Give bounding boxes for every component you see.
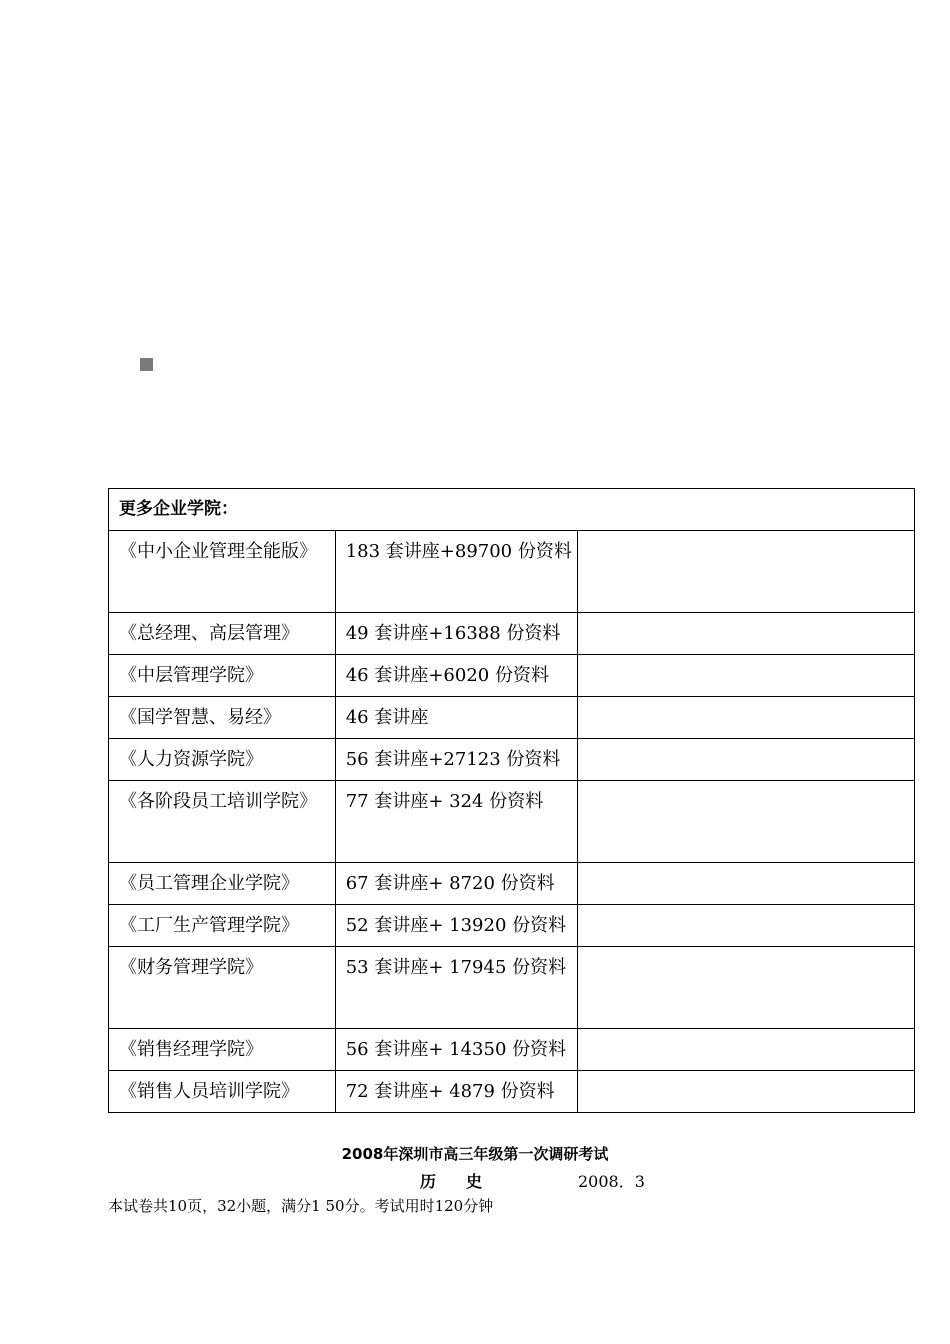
- table-header-row: [109, 489, 915, 531]
- course-table: [108, 488, 915, 1113]
- exam-title: 2008年深圳市高三年级第一次调研考试: [341, 1145, 609, 1163]
- course-name: 《财务管理学院》: [109, 947, 336, 1029]
- course-name: 《中层管理学院》: [109, 655, 336, 697]
- course-desc: 56 套讲座+ 14350 份资料: [335, 1029, 578, 1071]
- table-row: [109, 905, 915, 947]
- course-name: 《人力资源学院》: [109, 739, 336, 781]
- course-name: 《国学智慧、易经》: [109, 697, 336, 739]
- course-name: 《总经理、高层管理》: [109, 613, 336, 655]
- table-row: [109, 739, 915, 781]
- course-desc: 53 套讲座+ 17945 份资料: [335, 947, 578, 1029]
- course-extra: [578, 905, 915, 947]
- course-name: 《中小企业管理全能版》: [109, 531, 336, 613]
- exam-note: 本试卷共10页，32小题，满分1 50分。考试用时120分钟: [108, 1197, 494, 1215]
- table-row: [109, 613, 915, 655]
- course-extra: [578, 739, 915, 781]
- course-extra: [578, 531, 915, 613]
- table-row: [109, 1071, 915, 1113]
- table-row: [109, 947, 915, 1029]
- course-desc: 46 套讲座: [335, 697, 578, 739]
- table-row: [109, 1029, 915, 1071]
- table-row: [109, 863, 915, 905]
- table-row: [109, 531, 915, 613]
- course-extra: [578, 613, 915, 655]
- table-header: 更多企业学院：: [109, 489, 915, 531]
- course-name: 《员工管理企业学院》: [109, 863, 336, 905]
- course-extra: [578, 781, 915, 863]
- table-row: [109, 697, 915, 739]
- course-desc: 46 套讲座+6020 份资料: [335, 655, 578, 697]
- exam-subject: 历史: [420, 1172, 513, 1191]
- course-desc: 49 套讲座+16388 份资料: [335, 613, 578, 655]
- course-desc: 52 套讲座+ 13920 份资料: [335, 905, 578, 947]
- course-extra: [578, 655, 915, 697]
- course-desc: 67 套讲座+ 8720 份资料: [335, 863, 578, 905]
- course-extra: [578, 1071, 915, 1113]
- course-desc: 72 套讲座+ 4879 份资料: [335, 1071, 578, 1113]
- course-extra: [578, 947, 915, 1029]
- course-extra: [578, 1029, 915, 1071]
- course-desc: 56 套讲座+27123 份资料: [335, 739, 578, 781]
- course-name: 《工厂生产管理学院》: [109, 905, 336, 947]
- bullet-square: [140, 358, 153, 371]
- course-name: 《销售经理学院》: [109, 1029, 336, 1071]
- table-row: [109, 655, 915, 697]
- course-name: 《各阶段员工培训学院》: [109, 781, 336, 863]
- exam-date: 2008．3: [578, 1172, 645, 1191]
- course-name: 《销售人员培训学院》: [109, 1071, 336, 1113]
- course-extra: [578, 863, 915, 905]
- course-desc: 77 套讲座+ 324 份资料: [335, 781, 578, 863]
- course-extra: [578, 697, 915, 739]
- course-desc: 183 套讲座+89700 份资料: [335, 531, 578, 613]
- table-row: [109, 781, 915, 863]
